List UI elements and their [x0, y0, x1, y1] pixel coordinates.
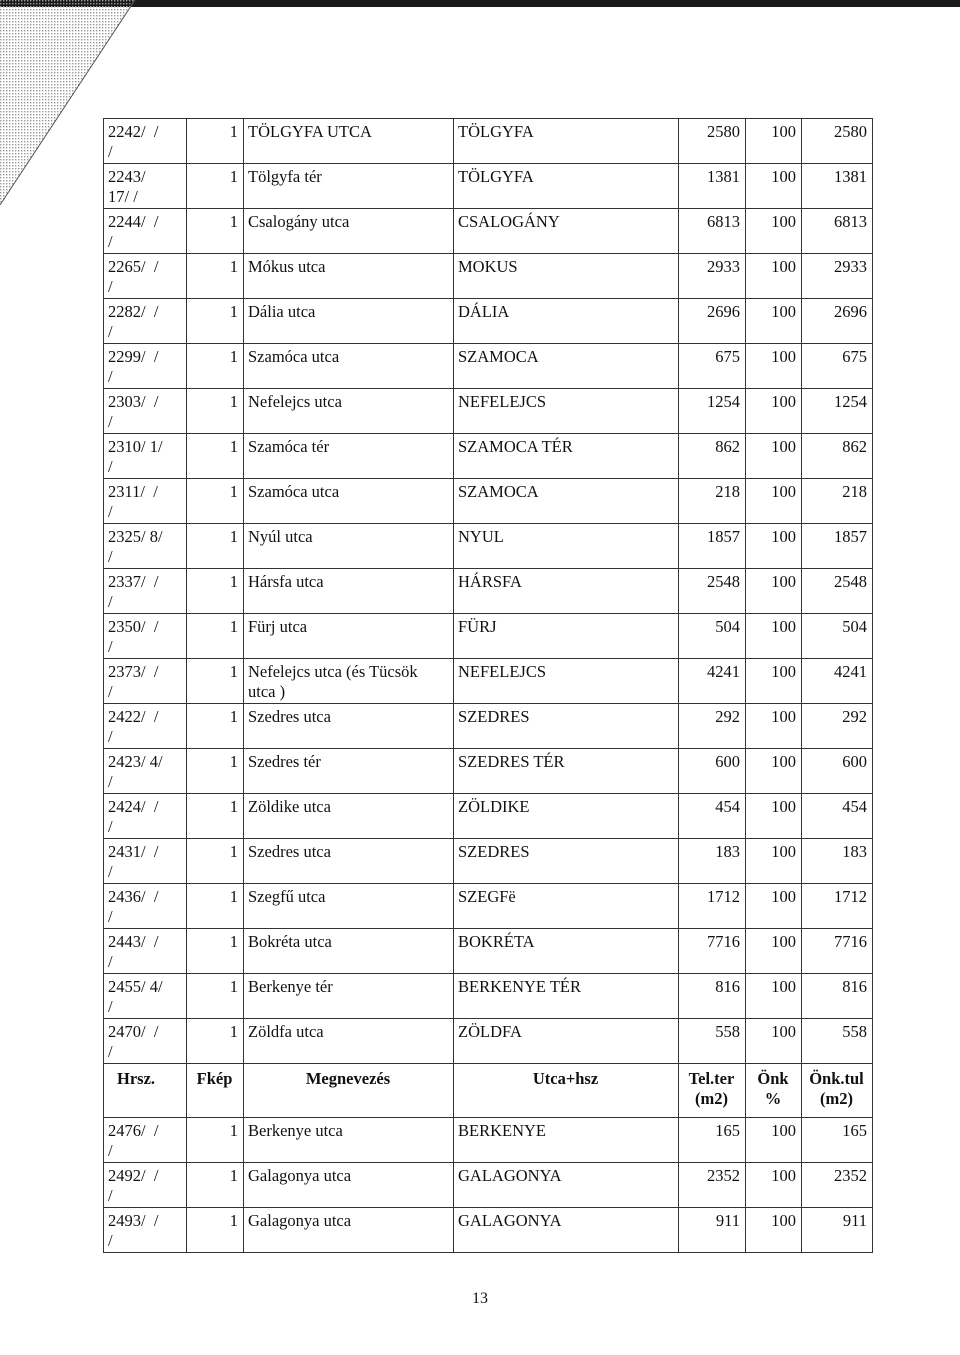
cell-name: Csalogány utca: [244, 209, 454, 254]
cell-fkep: 1: [187, 1118, 244, 1163]
table-row: [104, 749, 873, 794]
cell-own-area: 2696: [802, 299, 873, 344]
cell-street: CSALOGÁNY: [454, 209, 679, 254]
cell-area: 675: [679, 344, 746, 389]
cell-name: Szedres utca: [244, 839, 454, 884]
cell-area: 2580: [679, 119, 746, 164]
cell-fkep: 1: [187, 749, 244, 794]
cell-own-area: 600: [802, 749, 873, 794]
cell-area: 218: [679, 479, 746, 524]
cell-own-area: 218: [802, 479, 873, 524]
cell-hrsz: 2431/ / /: [104, 839, 187, 884]
header-hrsz: Hrsz.: [104, 1064, 187, 1118]
cell-street: TÖLGYFA: [454, 164, 679, 209]
cell-street: DÁLIA: [454, 299, 679, 344]
table-row: [104, 524, 873, 569]
table-row: [104, 974, 873, 1019]
cell-name: Szamóca tér: [244, 434, 454, 479]
cell-area: 454: [679, 794, 746, 839]
cell-own-pct: 100: [746, 794, 802, 839]
cell-hrsz: 2423/ 4/ /: [104, 749, 187, 794]
cell-own-pct: 100: [746, 704, 802, 749]
cell-area: 816: [679, 974, 746, 1019]
cell-own-area: 675: [802, 344, 873, 389]
cell-name: Mókus utca: [244, 254, 454, 299]
cell-own-area: 2548: [802, 569, 873, 614]
cell-street: ZÖLDFA: [454, 1019, 679, 1064]
table-row: [104, 659, 873, 704]
table-row: [104, 299, 873, 344]
cell-own-area: 2352: [802, 1163, 873, 1208]
cell-fkep: 1: [187, 1163, 244, 1208]
cell-hrsz: 2443/ / /: [104, 929, 187, 974]
cell-own-area: 1254: [802, 389, 873, 434]
cell-hrsz: 2455/ 4/ /: [104, 974, 187, 1019]
cell-fkep: 1: [187, 1208, 244, 1253]
cell-own-area: 816: [802, 974, 873, 1019]
cell-fkep: 1: [187, 794, 244, 839]
cell-own-pct: 100: [746, 164, 802, 209]
cell-area: 4241: [679, 659, 746, 704]
table-row: [104, 704, 873, 749]
cell-own-area: 1712: [802, 884, 873, 929]
cell-own-pct: 100: [746, 569, 802, 614]
table-row: [104, 344, 873, 389]
header-name: Megnevezés: [244, 1064, 454, 1118]
cell-own-pct: 100: [746, 1019, 802, 1064]
cell-fkep: 1: [187, 389, 244, 434]
cell-area: 911: [679, 1208, 746, 1253]
table-row: [104, 569, 873, 614]
cell-street: FÜRJ: [454, 614, 679, 659]
table-row: [104, 254, 873, 299]
cell-own-pct: 100: [746, 1163, 802, 1208]
cell-fkep: 1: [187, 254, 244, 299]
cell-own-pct: 100: [746, 389, 802, 434]
cell-name: Nefelejcs utca (és Tücsök utca ): [244, 659, 454, 704]
cell-hrsz: 2424/ / /: [104, 794, 187, 839]
cell-area: 6813: [679, 209, 746, 254]
table-row: [104, 209, 873, 254]
header-own-area: Önk.tul (m2): [802, 1064, 873, 1118]
cell-own-pct: 100: [746, 209, 802, 254]
cell-street: BOKRÉTA: [454, 929, 679, 974]
header-own-pct: Önk %: [746, 1064, 802, 1118]
cell-street: SZEDRES: [454, 704, 679, 749]
cell-fkep: 1: [187, 659, 244, 704]
table-row: [104, 614, 873, 659]
table-row: [104, 1118, 873, 1163]
cell-hrsz: 2242/ / /: [104, 119, 187, 164]
cell-fkep: 1: [187, 119, 244, 164]
cell-fkep: 1: [187, 704, 244, 749]
cell-fkep: 1: [187, 839, 244, 884]
table-row: [104, 1019, 873, 1064]
table-row: [104, 119, 873, 164]
cell-street: MOKUS: [454, 254, 679, 299]
cell-name: Szegfű utca: [244, 884, 454, 929]
cell-area: 183: [679, 839, 746, 884]
cell-fkep: 1: [187, 569, 244, 614]
cell-street: BERKENYE: [454, 1118, 679, 1163]
cell-own-area: 4241: [802, 659, 873, 704]
cell-fkep: 1: [187, 884, 244, 929]
table-row: [104, 479, 873, 524]
cell-area: 1381: [679, 164, 746, 209]
cell-own-area: 862: [802, 434, 873, 479]
cell-name: Szamóca utca: [244, 479, 454, 524]
cell-own-pct: 100: [746, 524, 802, 569]
cell-hrsz: 2492/ / /: [104, 1163, 187, 1208]
cell-hrsz: 2493/ / /: [104, 1208, 187, 1253]
cell-street: BERKENYE TÉR: [454, 974, 679, 1019]
header-area: Tel.ter (m2): [679, 1064, 746, 1118]
cell-own-pct: 100: [746, 434, 802, 479]
cell-area: 7716: [679, 929, 746, 974]
cell-street: SZAMOCA: [454, 479, 679, 524]
cell-hrsz: 2265/ / /: [104, 254, 187, 299]
cell-own-area: 2580: [802, 119, 873, 164]
cell-area: 2548: [679, 569, 746, 614]
cell-hrsz: 2310/ 1/ /: [104, 434, 187, 479]
cell-hrsz: 2325/ 8/ /: [104, 524, 187, 569]
cell-area: 2352: [679, 1163, 746, 1208]
cell-fkep: 1: [187, 299, 244, 344]
page-number: 13: [472, 1290, 488, 1307]
cell-name: TÖLGYFA UTCA: [244, 119, 454, 164]
cell-name: Zöldike utca: [244, 794, 454, 839]
table-row: [104, 794, 873, 839]
cell-own-pct: 100: [746, 614, 802, 659]
cell-hrsz: 2303/ / /: [104, 389, 187, 434]
header-fkep: Fkép: [187, 1064, 244, 1118]
cell-name: Szedres utca: [244, 704, 454, 749]
cell-street: TÖLGYFA: [454, 119, 679, 164]
cell-fkep: 1: [187, 344, 244, 389]
cell-street: SZAMOCA TÉR: [454, 434, 679, 479]
cell-area: 862: [679, 434, 746, 479]
cell-fkep: 1: [187, 434, 244, 479]
cell-name: Nefelejcs utca: [244, 389, 454, 434]
cell-own-pct: 100: [746, 344, 802, 389]
table-row: [104, 839, 873, 884]
cell-street: HÁRSFA: [454, 569, 679, 614]
cell-own-pct: 100: [746, 884, 802, 929]
cell-own-pct: 100: [746, 119, 802, 164]
cell-area: 1857: [679, 524, 746, 569]
cell-street: GALAGONYA: [454, 1163, 679, 1208]
cell-hrsz: 2422/ / /: [104, 704, 187, 749]
cell-name: Hársfa utca: [244, 569, 454, 614]
cell-fkep: 1: [187, 479, 244, 524]
table-row: [104, 434, 873, 479]
cell-own-area: 7716: [802, 929, 873, 974]
cell-hrsz: 2337/ / /: [104, 569, 187, 614]
table-row: [104, 884, 873, 929]
cell-street: SZEDRES TÉR: [454, 749, 679, 794]
cell-name: Dália utca: [244, 299, 454, 344]
cell-name: Berkenye utca: [244, 1118, 454, 1163]
cell-area: 2933: [679, 254, 746, 299]
cell-street: SZEGFë: [454, 884, 679, 929]
cell-own-pct: 100: [746, 929, 802, 974]
cell-own-area: 1857: [802, 524, 873, 569]
cell-fkep: 1: [187, 614, 244, 659]
cell-hrsz: 2311/ / /: [104, 479, 187, 524]
cell-own-area: 454: [802, 794, 873, 839]
cell-own-area: 183: [802, 839, 873, 884]
cell-fkep: 1: [187, 974, 244, 1019]
cell-own-pct: 100: [746, 839, 802, 884]
cell-fkep: 1: [187, 929, 244, 974]
cell-name: Fürj utca: [244, 614, 454, 659]
cell-area: 165: [679, 1118, 746, 1163]
cell-own-area: 6813: [802, 209, 873, 254]
cell-area: 292: [679, 704, 746, 749]
cell-name: Galagonya utca: [244, 1163, 454, 1208]
cell-name: Galagonya utca: [244, 1208, 454, 1253]
cell-street: NYUL: [454, 524, 679, 569]
cell-hrsz: 2244/ / /: [104, 209, 187, 254]
cell-hrsz: 2243/ 17/ /: [104, 164, 187, 209]
cell-own-pct: 100: [746, 659, 802, 704]
cell-own-pct: 100: [746, 1118, 802, 1163]
cell-street: GALAGONYA: [454, 1208, 679, 1253]
cell-fkep: 1: [187, 209, 244, 254]
table-row: [104, 389, 873, 434]
cell-name: Zöldfa utca: [244, 1019, 454, 1064]
cell-area: 558: [679, 1019, 746, 1064]
cell-name: Szamóca utca: [244, 344, 454, 389]
table-row: [104, 1208, 873, 1253]
cell-hrsz: 2299/ / /: [104, 344, 187, 389]
cell-street: SZEDRES: [454, 839, 679, 884]
cell-fkep: 1: [187, 1019, 244, 1064]
header-street: Utca+hsz: [454, 1064, 679, 1118]
cell-own-area: 558: [802, 1019, 873, 1064]
cell-own-pct: 100: [746, 1208, 802, 1253]
cell-area: 2696: [679, 299, 746, 344]
cell-hrsz: 2350/ / /: [104, 614, 187, 659]
cell-own-pct: 100: [746, 479, 802, 524]
cell-hrsz: 2476/ / /: [104, 1118, 187, 1163]
road-register-table: [103, 118, 873, 1253]
cell-own-pct: 100: [746, 254, 802, 299]
cell-area: 1712: [679, 884, 746, 929]
cell-street: ZÖLDIKE: [454, 794, 679, 839]
table-row: [104, 929, 873, 974]
cell-own-area: 165: [802, 1118, 873, 1163]
cell-own-pct: 100: [746, 974, 802, 1019]
table-row: [104, 1163, 873, 1208]
cell-fkep: 1: [187, 524, 244, 569]
cell-own-pct: 100: [746, 749, 802, 794]
cell-fkep: 1: [187, 164, 244, 209]
cell-street: NEFELEJCS: [454, 389, 679, 434]
cell-own-area: 504: [802, 614, 873, 659]
cell-name: Bokréta utca: [244, 929, 454, 974]
cell-own-area: 911: [802, 1208, 873, 1253]
cell-area: 1254: [679, 389, 746, 434]
cell-area: 600: [679, 749, 746, 794]
table-header-row: [104, 1064, 873, 1118]
cell-name: Berkenye tér: [244, 974, 454, 1019]
table-row: [104, 164, 873, 209]
cell-street: SZAMOCA: [454, 344, 679, 389]
cell-hrsz: 2282/ / /: [104, 299, 187, 344]
cell-own-pct: 100: [746, 299, 802, 344]
cell-own-area: 2933: [802, 254, 873, 299]
cell-name: Nyúl utca: [244, 524, 454, 569]
cell-own-area: 292: [802, 704, 873, 749]
cell-own-area: 1381: [802, 164, 873, 209]
cell-name: Tölgyfa tér: [244, 164, 454, 209]
cell-hrsz: 2470/ / /: [104, 1019, 187, 1064]
cell-name: Szedres tér: [244, 749, 454, 794]
cell-street: NEFELEJCS: [454, 659, 679, 704]
cell-hrsz: 2436/ / /: [104, 884, 187, 929]
cell-hrsz: 2373/ / /: [104, 659, 187, 704]
cell-area: 504: [679, 614, 746, 659]
